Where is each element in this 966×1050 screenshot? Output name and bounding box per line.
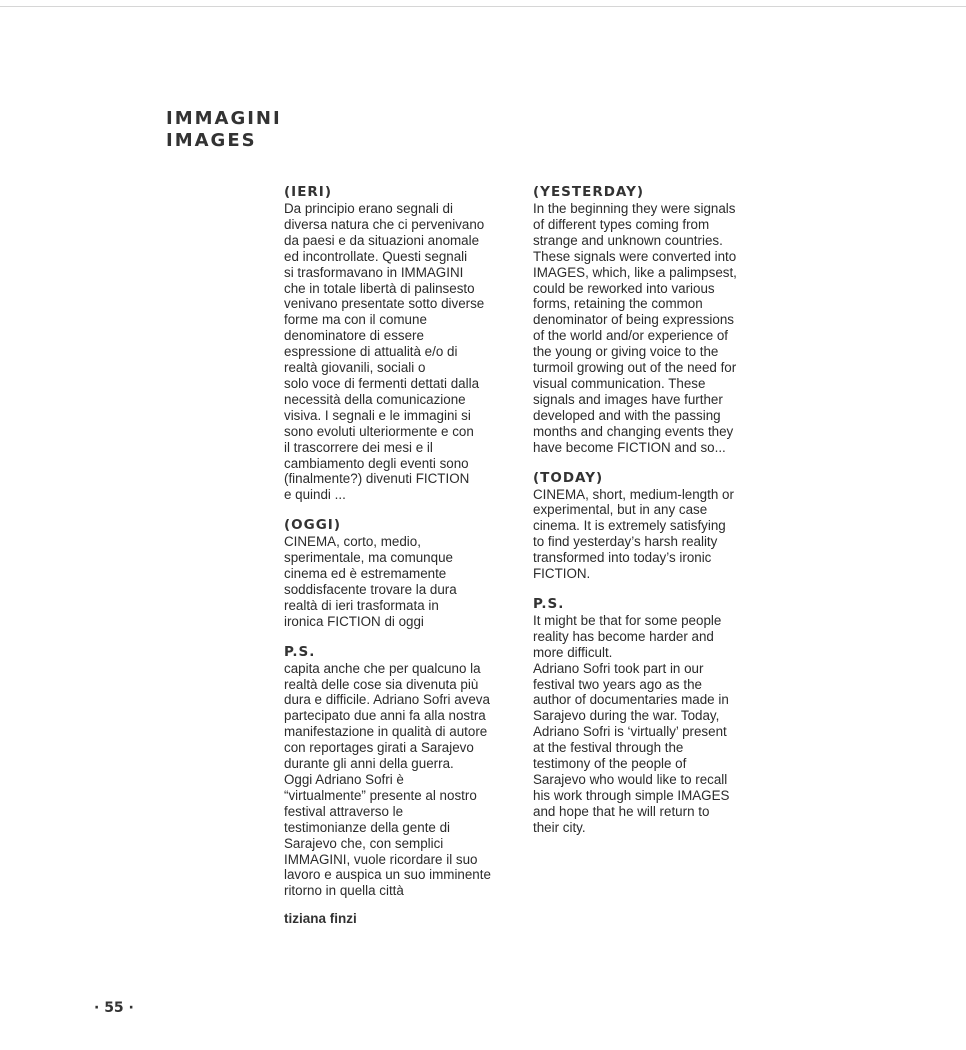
heading-oggi: (OGGI) — [284, 517, 342, 534]
author-signature: tiziana finzi — [284, 911, 357, 927]
page-title — [166, 108, 282, 152]
body-oggi: CINEMA, corto, medio, sperimentale, ma comunque cinema ed è estremamente soddisfacente trovare la dura realtà di ieri trasformata in ironica FICTION di oggi — [284, 534, 457, 629]
section-ps-english — [533, 596, 748, 836]
heading-ps-italian: P.S. — [284, 643, 316, 660]
body-ps-english: It might be that for some people reality has become harder and more difficult. Adriano Sofri took part in our festival two years ago as the author of documentaries made in Sarajevo during the war. Today, Adriano Sofri is ‘virtually’ present at the festival through the testimony of the people of Sarajevo who would like to recall his work through simple IMAGES and hope that he will return to their city. — [533, 612, 730, 835]
body-yesterday: In the beginning they were signals of different types coming from strange and unknown countries. These signals were converted into IMAGES, which, like a palimpsest, could be reworked into various forms, retaining the common denominator of being expressions of the world and/or experience of the young or giving voice to the turmoil growing out of the need for visual communication. These signals and images have further developed and with the passing months and changing events they have become FICTION and so... — [533, 201, 737, 455]
title-italian: IMMAGINI — [166, 108, 282, 129]
heading-ieri: (IERI) — [284, 184, 333, 200]
heading-yesterday: (YESTERDAY) — [533, 184, 645, 200]
italian-column — [284, 184, 499, 941]
section-oggi — [284, 517, 499, 629]
heading-ps-english: P.S. — [533, 595, 565, 612]
section-ieri — [284, 184, 499, 503]
page-number: · 55 · — [94, 1000, 134, 1016]
body-ps-italian: capita anche che per qualcuno la realtà delle cose sia divenuta più dura e difficile. Adriano Sofri aveva partecipato due anni fa alla nostra manifestazione in qualità di autore con reportages girati a Sarajevo durante gli anni della guerra. Oggi Adriano Sofri è “virtualmente” presente al nostro festival attraverso le testimonianze della gente di Sarajevo che, con semplici IMMAGINI, vuole ricordare il suo lavoro e auspica un suo imminente ritorno in quella città — [284, 660, 491, 899]
body-today: CINEMA, short, medium-length or experimental, but in any case cinema. It is extremely satisfying to find yesterday’s harsh reality transformed into today’s ironic FICTION. — [533, 486, 734, 582]
heading-today: (TODAY) — [533, 469, 604, 486]
section-yesterday — [533, 184, 748, 456]
english-column — [533, 184, 748, 850]
body-ieri: Da principio erano segnali di diversa natura che ci pervenivano da paesi e da situazioni anomale ed incontrollate. Questi segnali si trasformavano in IMMAGINI che in totale libertà di palinsesto venivano presentate sotto diverse forme ma con il comune denominatore di essere espressione di attualità e/o di realtà giovanili, sociali o solo voce di fermenti dettati dalla necessità della comunicazione visiva. I segnali e le immagini si sono evoluti ulteriormente e con il trascorrere dei mesi e il cambiamento degli eventi sono (finalmente?) divenuti FICTION e quindi ... — [284, 201, 485, 503]
section-today — [533, 470, 748, 582]
top-rule — [0, 6, 966, 7]
section-ps-italian — [284, 644, 499, 928]
title-english: IMAGES — [166, 130, 257, 151]
